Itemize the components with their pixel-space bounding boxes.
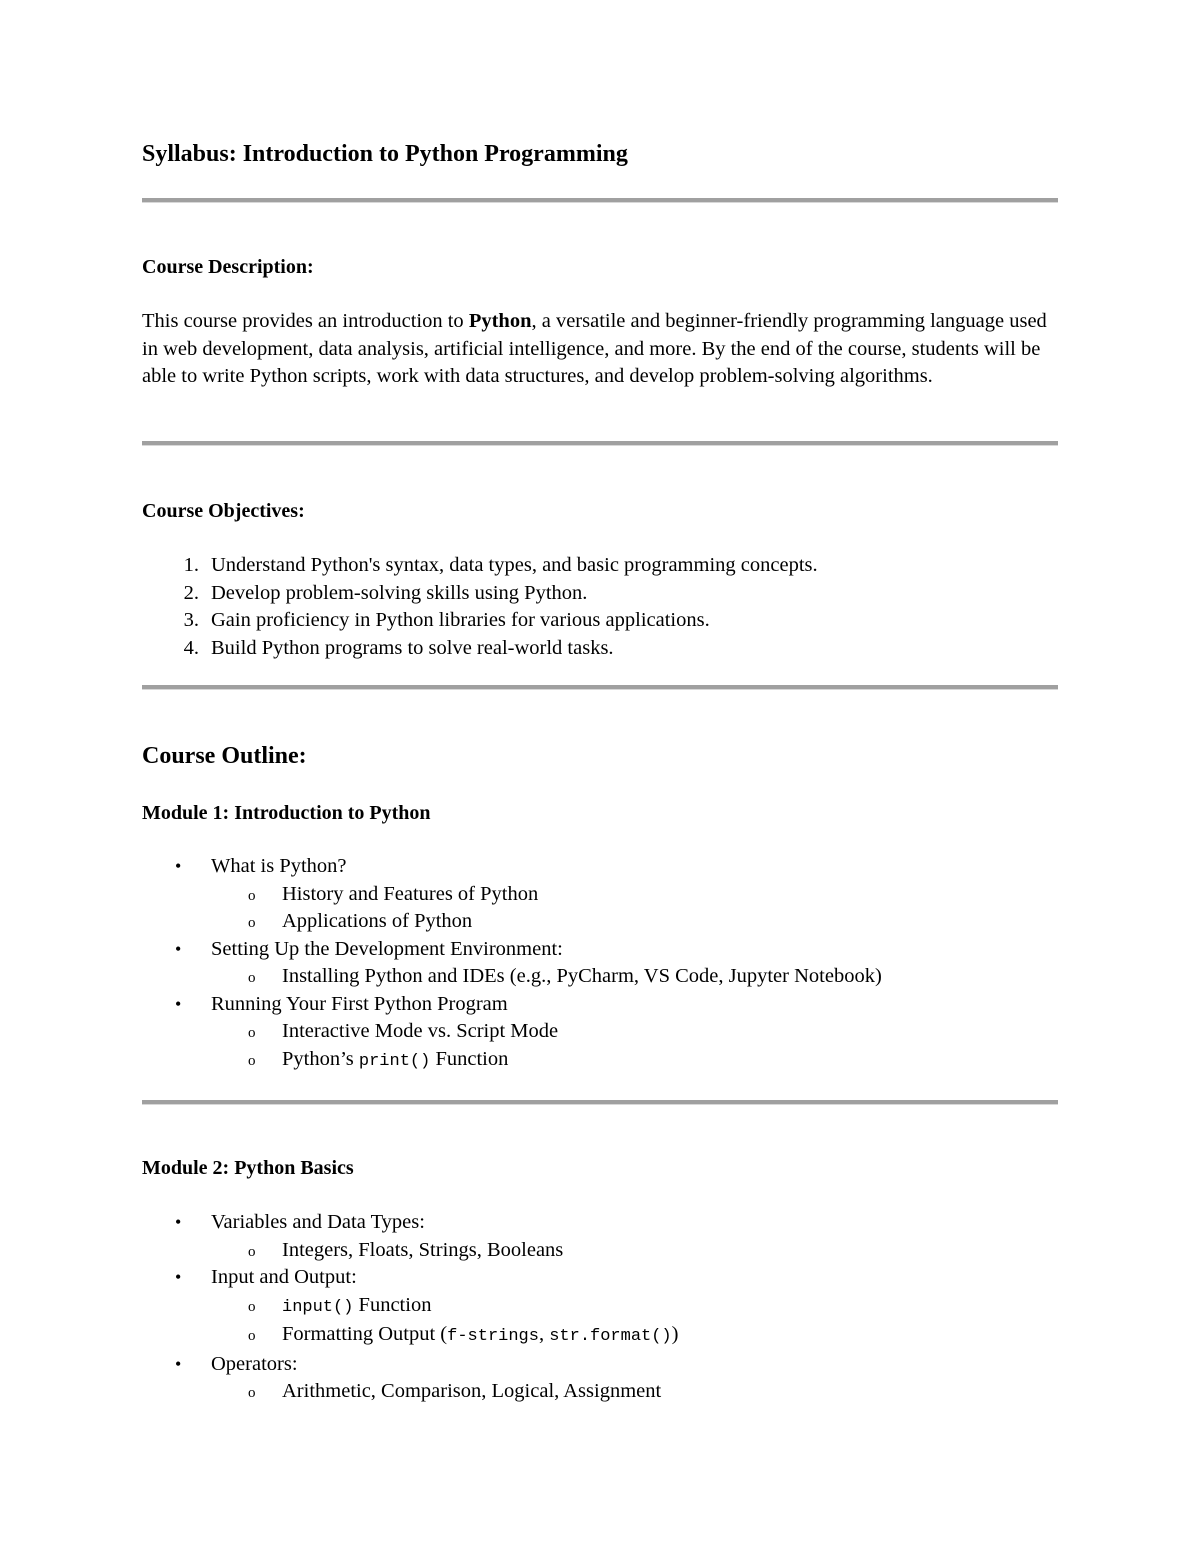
objective-text: Develop problem-solving skills using Python. (211, 581, 588, 604)
bullet-icon: • (175, 1353, 182, 1374)
objective-item (142, 580, 818, 608)
list-item-text: Function (430, 1047, 509, 1070)
objective-item (142, 552, 818, 580)
circle-bullet-icon: o (248, 1385, 256, 1401)
list-item-text: Variables and Data Types: (211, 1211, 425, 1233)
list-number: 1. (183, 554, 199, 576)
page-title: Syllabus: Introduction to Python Programming (142, 141, 628, 167)
bullet-icon: • (175, 1267, 182, 1287)
list-number: 2. (183, 581, 199, 604)
code-print: print() (358, 1051, 431, 1071)
sub-list-item (142, 1292, 678, 1322)
objectives-list (142, 552, 818, 662)
sub-list-item (142, 1321, 678, 1351)
circle-bullet-icon: o (248, 1025, 256, 1041)
list-item-text: ) (671, 1323, 679, 1345)
bullet-icon: • (175, 938, 182, 959)
circle-bullet-icon: o (248, 1328, 256, 1344)
code-f-strings: f-strings (447, 1327, 539, 1346)
bullet-icon: • (175, 993, 182, 1014)
course-description-heading: Course Description: (142, 256, 314, 278)
sub-list-item (142, 1237, 678, 1265)
code-input: input() (282, 1297, 354, 1317)
circle-bullet-icon: o (248, 1052, 256, 1069)
sub-list-item (142, 1046, 882, 1076)
horizontal-rule (142, 441, 1058, 446)
list-item (142, 936, 882, 964)
sub-list-item (142, 1378, 678, 1406)
course-description-text (142, 308, 1058, 391)
objective-text: Understand Python's syntax, data types, and basic programming concepts. (211, 554, 818, 576)
list-item (142, 853, 882, 881)
list-item-text: History and Features of Python (282, 882, 539, 905)
description-text-end: , a versatile and beginner-friendly programming language used in web development, data analysis, artificial intelligence, and more. By the end of the course, students will be able to write Python scripts, work with data structures, and develop problem-solving algorithms. (142, 310, 1047, 387)
horizontal-rule (142, 685, 1058, 690)
list-item-text: Running Your First Python Program (211, 992, 508, 1015)
course-outline-heading: Course Outline: (142, 743, 307, 769)
list-item-text: Applications of Python (282, 910, 473, 932)
list-item-text: Formatting Output ( (282, 1323, 448, 1345)
list-item-text: Function (353, 1293, 432, 1316)
circle-bullet-icon: o (248, 915, 256, 931)
list-item (142, 991, 882, 1019)
sub-list-item (142, 963, 882, 991)
module-2-heading: Module 2: Python Basics (142, 1157, 354, 1179)
circle-bullet-icon: o (248, 970, 256, 986)
list-item-text: Setting Up the Development Environment: (211, 937, 563, 960)
list-item (142, 1264, 678, 1292)
course-objectives-heading: Course Objectives: (142, 500, 305, 522)
sub-list-item (142, 881, 882, 909)
module-2-list (142, 1209, 678, 1406)
horizontal-rule (142, 198, 1058, 203)
objective-item (142, 607, 818, 635)
objective-text: Gain proficiency in Python libraries for various applications. (211, 609, 710, 631)
list-item-text: Operators: (211, 1352, 298, 1375)
objective-text: Build Python programs to solve real-world tasks. (211, 636, 614, 659)
sub-list-item (142, 1018, 882, 1046)
list-item (142, 1351, 678, 1379)
list-item-text: Installing Python and IDEs (e.g., PyCharm, VS Code, Jupyter Notebook) (282, 965, 882, 987)
bullet-icon: • (175, 856, 182, 876)
list-item-text: Python’s (282, 1047, 359, 1070)
list-item-text: , (538, 1323, 550, 1345)
circle-bullet-icon: o (248, 1243, 256, 1260)
objective-item (142, 635, 818, 663)
list-item-text: Integers, Floats, Strings, Booleans (282, 1238, 564, 1261)
bullet-icon: • (175, 1212, 182, 1232)
python-bold: Python (468, 310, 532, 332)
list-item-text: Interactive Mode vs. Script Mode (282, 1020, 559, 1042)
module-1-heading: Module 1: Introduction to Python (142, 802, 431, 824)
code-str-format: str.format() (549, 1327, 672, 1346)
list-item-text: What is Python? (211, 855, 347, 877)
list-item-text: Arithmetic, Comparison, Logical, Assignment (282, 1380, 662, 1402)
list-number: 4. (183, 636, 199, 659)
circle-bullet-icon: o (248, 1298, 256, 1315)
module-1-list (142, 853, 882, 1075)
sub-list-item (142, 908, 882, 936)
list-item (142, 1209, 678, 1237)
list-number: 3. (183, 609, 199, 631)
horizontal-rule (142, 1100, 1058, 1105)
description-text-start: This course provides an introduction to (142, 310, 469, 332)
list-item-text: Input and Output: (211, 1266, 357, 1288)
circle-bullet-icon: o (248, 887, 256, 904)
